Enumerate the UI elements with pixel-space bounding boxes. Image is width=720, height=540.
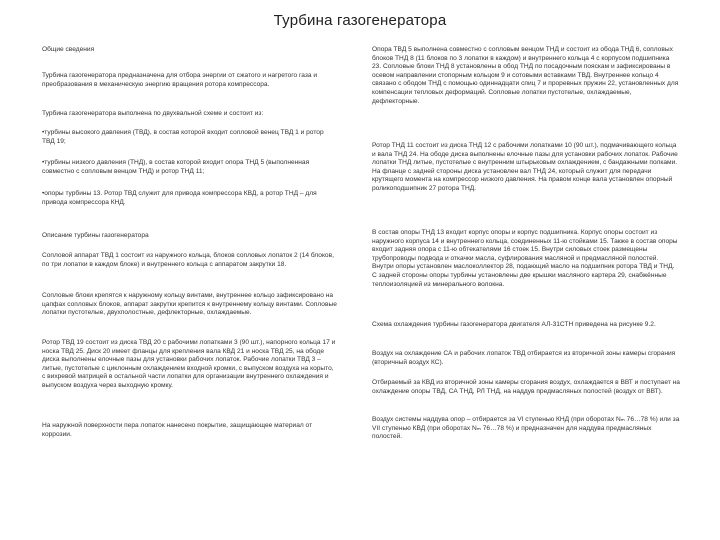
paragraph-nozzle-blocks: Сопловые блоки крепятся к наружному кольцу винтами, внутреннее кольцо зафиксировано на цапфах сопловых блоков, аппарат закрутки крепится к внутреннему кольцу винтами. Сопловые лопатки пустотелые, двухполостные, дефлекторные, охлаждаемые. (42, 292, 337, 317)
section-heading-description: Описание турбины газогенератора (42, 232, 149, 239)
bullet-hpt: •турбины высокого давления (ТВД), в состав которой входит сопловой венец ТВД 1 и ротор ТВД 19; (42, 129, 324, 145)
paragraph-lpt-support: В состав опоры ТНД 13 входит корпус опоры и корпус подшипника. Корпус опоры состоит из наружного корпуса 14 и внутреннего кольца, соединенных 11-ю стойками 15. Также в состав опоры входит задняя опора с 11-ю обтекателями 16 стоек 15. Внутри силовых стоек размещены трубопроводы подвода и откачки масла, суфлирования масляной и предмасляной полостей. Внутри опоры установлен маслоколлектор 28, подающий масло на подшипник ротора ТВД и ТНД. С задней стороны опоры турбины установлены две крышки масляного картера 29, снабжённые теплоизоляцией из минерального волокна. (372, 229, 678, 288)
bullet-lpt: •турбины низкого давления (ТНД), в состав которой входит опора ТНД 5 (выполненная совместно с сопловым венцом ТНД) и ротор ТНД 11; (42, 159, 310, 175)
paragraph-cooling-scheme: Схема охлаждения турбины газогенератора двигателя АЛ-31СТН приведена на рисунке 9.2. (372, 321, 656, 328)
paragraph-nozzle-apparatus: Сопловой аппарат ТВД 1 состоит из наружного кольца, блоков сопловых лопаток 2 (14 блоков, по три лопатки в каждом блоке) и внутреннего кольца с аппаратом закрутки 18. (42, 252, 334, 268)
bullet-support: •опоры турбины 13. Ротор ТВД служит для привода компрессора КВД, а ротор ТНД – для привода компрессора КНД. (42, 190, 317, 206)
paragraph-lpt-rotor: Ротор ТНД 11 состоит из диска ТНД 12 с рабочими лопатками 10 (90 шт.), подмачивающего кольца и вала ТНД 24. На ободе диска выполнены елочные пазы для установки рабочих лопаток. Рабочие лопатки ТНД литые, пустотелые с внутренним штырьковым охлаждением, с бандажными полками. На фланце с задней стороны диска установлен вал ТНД 24, который служит для передачи крутящего момента на компрессор низкого давления. На правом конце вала установлен опорный роликоподшипник 27 ротора ТНД. (372, 142, 678, 192)
paragraph-hpt-rotor: Ротор ТВД 19 состоит из диска ТВД 20 с рабочими лопатками 3 (90 шт.), напорного кольца 17 и носка ТВД 25. Диск 20 имеет фланцы для крепления вала КВД 21 и носка ТВД 25, на ободе диска выполнены елочные пазы для установки рабочих лопаток. Рабочие лопатки ТВД 3 – литые, пустотелые с циклонным охлаждением входной кромки, с выпуском воздуха на корыто, с вихревой матрицей в остальной части лопатки для организации внутреннего охлаждения и выпуском воздуха через выходную кромку. (42, 339, 336, 389)
paragraph-hpt-support: Опора ТВД 5 выполнена совместно с сопловым венцом ТНД и состоит из обода ТНД 6, сопловых блоков ТНД 8 (11 блоков по 3 лопатки в каждом) и внутреннего кольца 4 с корпусом подшипника 23. Сопловые блоки ТНД 8 установлены в обод ТНД по посадочным пояскам и зафиксированы в осевом направлении стопорным кольцом 9 и сотовыми вставками ТВД. Внутреннее кольцо 4 связано с ободом ТНД с помощью одиннадцати спиц 7 и проревных пружин 22, установленных для компенсации тепловых деформаций. Сопловые лопатки пустотелые, охлаждаемые, дефлекторные. (372, 46, 679, 105)
section-heading-general: Общие сведения (42, 46, 95, 53)
paragraph-cooling-air: Воздух на охлаждение СА и рабочих лопаток ТВД отбирается из вторичной зоны камеры сгорания (вторичный воздух КС). (372, 350, 676, 366)
page-title: Турбина газогенератора (273, 12, 447, 29)
paragraph-purpose: Турбина газогенератора предназначена для отбора энергии от сжатого и нагретого газа и преобразования в механическую энергию вращения ротора компрессора. (42, 72, 318, 88)
paragraph-bleed-air: Отбираемый за КВД из вторичной зоны камеры сгорания воздух, охлаждается в ВВТ и поступает на охлаждение опоры ТВД, СА ТНД, РЛ ТНД, на наддув предмасляных полостей (воздух от ВВТ). (372, 379, 680, 395)
paragraph-scheme: Турбина газогенератора выполнена по двухвальной схеме и состоит из: (42, 110, 264, 117)
paragraph-pressurization: Воздух системы наддува опор – отбирается за VI ступенью КНД (при оборотах Nₘ 76…78 %) или за VII ступенью КВД (при оборотах Nₘ 76…78 %) и предназначен для наддува предмасляных полостей. (372, 416, 680, 441)
paragraph-coating: На наружной поверхности пера лопаток нанесено покрытие, защищающее материал от коррозии. (42, 422, 313, 438)
